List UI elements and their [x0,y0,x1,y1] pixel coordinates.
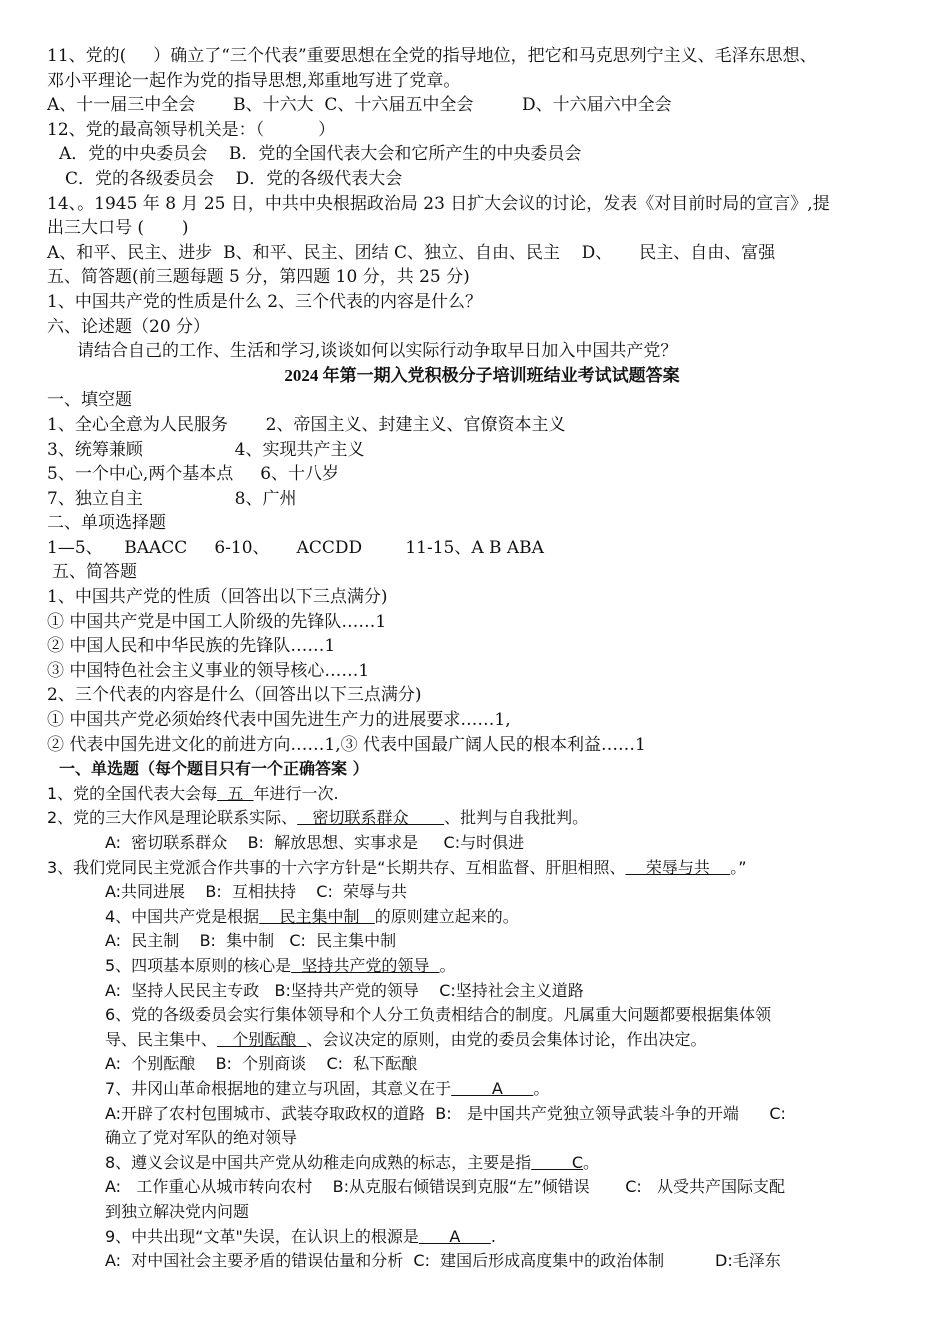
fill-heading: 一、填空题 [47,390,132,411]
short-answer-1c: ③ 中国特色社会主义事业的领导核心……1 [47,660,370,681]
sc-q3-options: A:共同进展 B: 互相扶持 C: 荣辱与共 [105,882,408,902]
sc-q3-tail: 。” [730,857,747,877]
sc-q5-stem: 5、四项基本原则的核心是 [105,955,292,975]
sc-q7-answer: A [451,1078,534,1098]
sc-q7-options-2: 确立了党对军队的绝对领导 [105,1128,298,1148]
sc-q7-stem: 7、井冈山革命根据地的建立与巩固，其意义在于 [105,1078,452,1098]
q11-line2: 邓小平理论一起作为党的指导思想,郑重地写进了党章。 [47,70,461,91]
sc-q3 [47,856,917,881]
short-answer-heading: 五、简答题 [52,562,137,583]
section5-questions: 1、中国共产党的性质是什么 2、三个代表的内容是什么？ [47,291,483,312]
section6-heading: 六、论述题（20 分） [47,316,211,337]
sc-q2-answer: 密切联系群众 [297,808,445,828]
sc-q9-answer: A [418,1226,491,1246]
sc-q7 [47,1077,917,1102]
sc-q4 [47,905,917,930]
section5-heading: 五、简答题(前三题每题 5 分，第四题 10 分，共 25 分) [47,267,470,288]
short-answer-1: 1、中国共产党的性质（回答出以下三点满分) [47,587,388,608]
fill-answers-1: 1、全心全意为人民服务 2、帝国主义、封建主义、官僚资本主义 [47,414,566,435]
sc-q5-tail: 。 [439,955,456,975]
q14-options: A、和平、民主、进步 B、和平、民主、团结 C、独立、自由、民主 D、 民主、自由、富强 [47,242,776,263]
sc-q4-options: A: 民主制 B: 集中制 C: 民主集中制 [105,931,397,951]
sc-q8-stem: 8、遵义会议是中国共产党从幼稚走向成熟的标志，主要是指 [105,1152,532,1172]
sc-q7-tail: 。 [533,1078,550,1098]
sc-q9-stem: 9、中共出现“文革"失误，在认识上的根源是 [105,1226,419,1246]
sc-q8-answer: C [531,1152,584,1172]
section6-question: 请结合自己的工作、生活和学习,谈谈如何以实际行动争取早日加入中国共产党？ [77,341,678,362]
sc-q6-tail: 、会议决定的原则，由党的委员会集体讨论，作出决定。 [306,1029,707,1049]
sc-q8 [47,1151,917,1176]
sc-q1-tail: 年进行一次. [253,783,339,803]
sc-q8-options-1: A: 工作重心从城市转向农村 B:从克服右倾错误到克服“左”倾错误 C: 从受共产国际支配 [105,1177,786,1197]
single-choice-heading: 一、单选题（每个题目只有一个正确答案 ） [59,759,369,779]
short-answer-1b: ② 中国人民和中华民族的先锋队……1 [47,636,336,657]
fill-answers-2: 3、统筹兼顾 4、实现共产主义 [47,439,365,460]
q12-stem: 12、党的最高领导机关是：（ ） [47,119,336,140]
q14-line2: 出三大口号 ( ) [47,218,189,239]
q11-options: A、十一届三中全会 B、十六大 C、十六届五中全会 D、十六届六中全会 [47,95,672,116]
q11-line1: 11、党的( ）确立了“三个代表”重要思想在全党的指导地位，把它和马克思列宁主义、毛泽东思想、 [47,46,817,66]
sc-q2 [47,806,917,831]
sc-q1-answer: 五 [217,783,254,803]
sc-q5 [47,954,917,979]
short-answer-2b: ② 代表中国先进文化的前进方向……1,③ 代表中国最广阔人民的根本利益……1 [47,734,646,755]
sc-q4-tail: 的原则建立起来的。 [374,906,519,926]
sc-q4-stem: 4、中国共产党是根据 [105,906,260,926]
sc-q5-options: A: 坚持人民民主专政 B:坚持共产党的领导 C:坚持社会主义道路 [105,980,584,1000]
sc-q6-line1: 6、党的各级委员会实行集体领导和个人分工负责相结合的制度。凡属重大问题都要根据集体领 [105,1005,772,1025]
sc-q2-options: A: 密切联系群众 B: 解放思想、实事求是 C:与时俱进 [105,833,525,852]
sc-q6-stem: 导、民主集中、 [105,1029,218,1049]
sc-q8-options-2: 到独立解决党内问题 [105,1201,250,1221]
answer-title: 2024 年第一期入党积极分子培训班结业考试试题答案 [284,365,680,385]
q14-line1: 14、。1945 年 8 月 25 日，中共中央根据政治局 23 日扩大会议的讨论，发表《对目前时局的宣言》,提 [47,193,830,214]
choice-heading: 二、单项选择题 [47,513,166,534]
short-answer-2a: ① 中国共产党必须始终代表中国先进生产力的进展要求……1, [47,710,511,731]
sc-q6-line2 [47,1028,917,1053]
document-page [47,44,917,1274]
sc-q6-answer: 个别酝酿 [217,1029,307,1049]
sc-q8-tail: 。 [583,1152,600,1172]
sc-q6-options: A: 个别酝酿 B: 个别商谈 C: 私下酝酿 [105,1054,418,1074]
sc-q4-answer: 民主集中制 [259,906,375,926]
sc-q5-answer: 坚持共产党的领导 [291,955,440,975]
short-answer-1a: ① 中国共产党是中国工人阶级的先锋队……1 [47,611,387,632]
q12-options-2: C．党的各级委员会 D．党的各级代表大会 [65,168,403,189]
sc-q9-options: A: 对中国社会主要矛盾的错误估量和分析 C: 建国后形成高度集中的政治体制 D:毛泽东 [105,1251,781,1271]
q12-options-1: A．党的中央委员会 B．党的全国代表大会和它所产生的中央委员会 [59,144,582,165]
short-answer-2: 2、三个代表的内容是什么（回答出以下三点满分) [47,685,422,706]
sc-q1 [47,782,917,807]
choice-answers: 1—5、 BAACC 6-10、 ACCDD 11-15、A B ABA [47,537,544,558]
fill-answers-4: 7、独立自主 8、广州 [47,488,297,509]
sc-q2-tail: 、批判与自我批判。 [444,808,589,828]
sc-q7-options-1: A:开辟了农村包围城市、武装夺取政权的道路 B: 是中国共产党独立领导武装斗争的开端 C: [105,1103,786,1123]
fill-answers-3: 5、一个中心,两个基本点 6、十八岁 [47,464,340,485]
sc-q2-stem: 2、党的三大作风是理论联系实际、 [47,808,298,828]
sc-q9-tail: . [490,1226,496,1246]
sc-q9 [47,1225,917,1250]
sc-q1-stem: 1、党的全国代表大会每 [47,783,218,803]
sc-q3-stem: 3、我们党同民主党派合作共事的十六字方针是“长期共存、互相监督、肝胆相照、 [47,857,626,877]
sc-q3-answer: 荣辱与共 [625,857,731,877]
